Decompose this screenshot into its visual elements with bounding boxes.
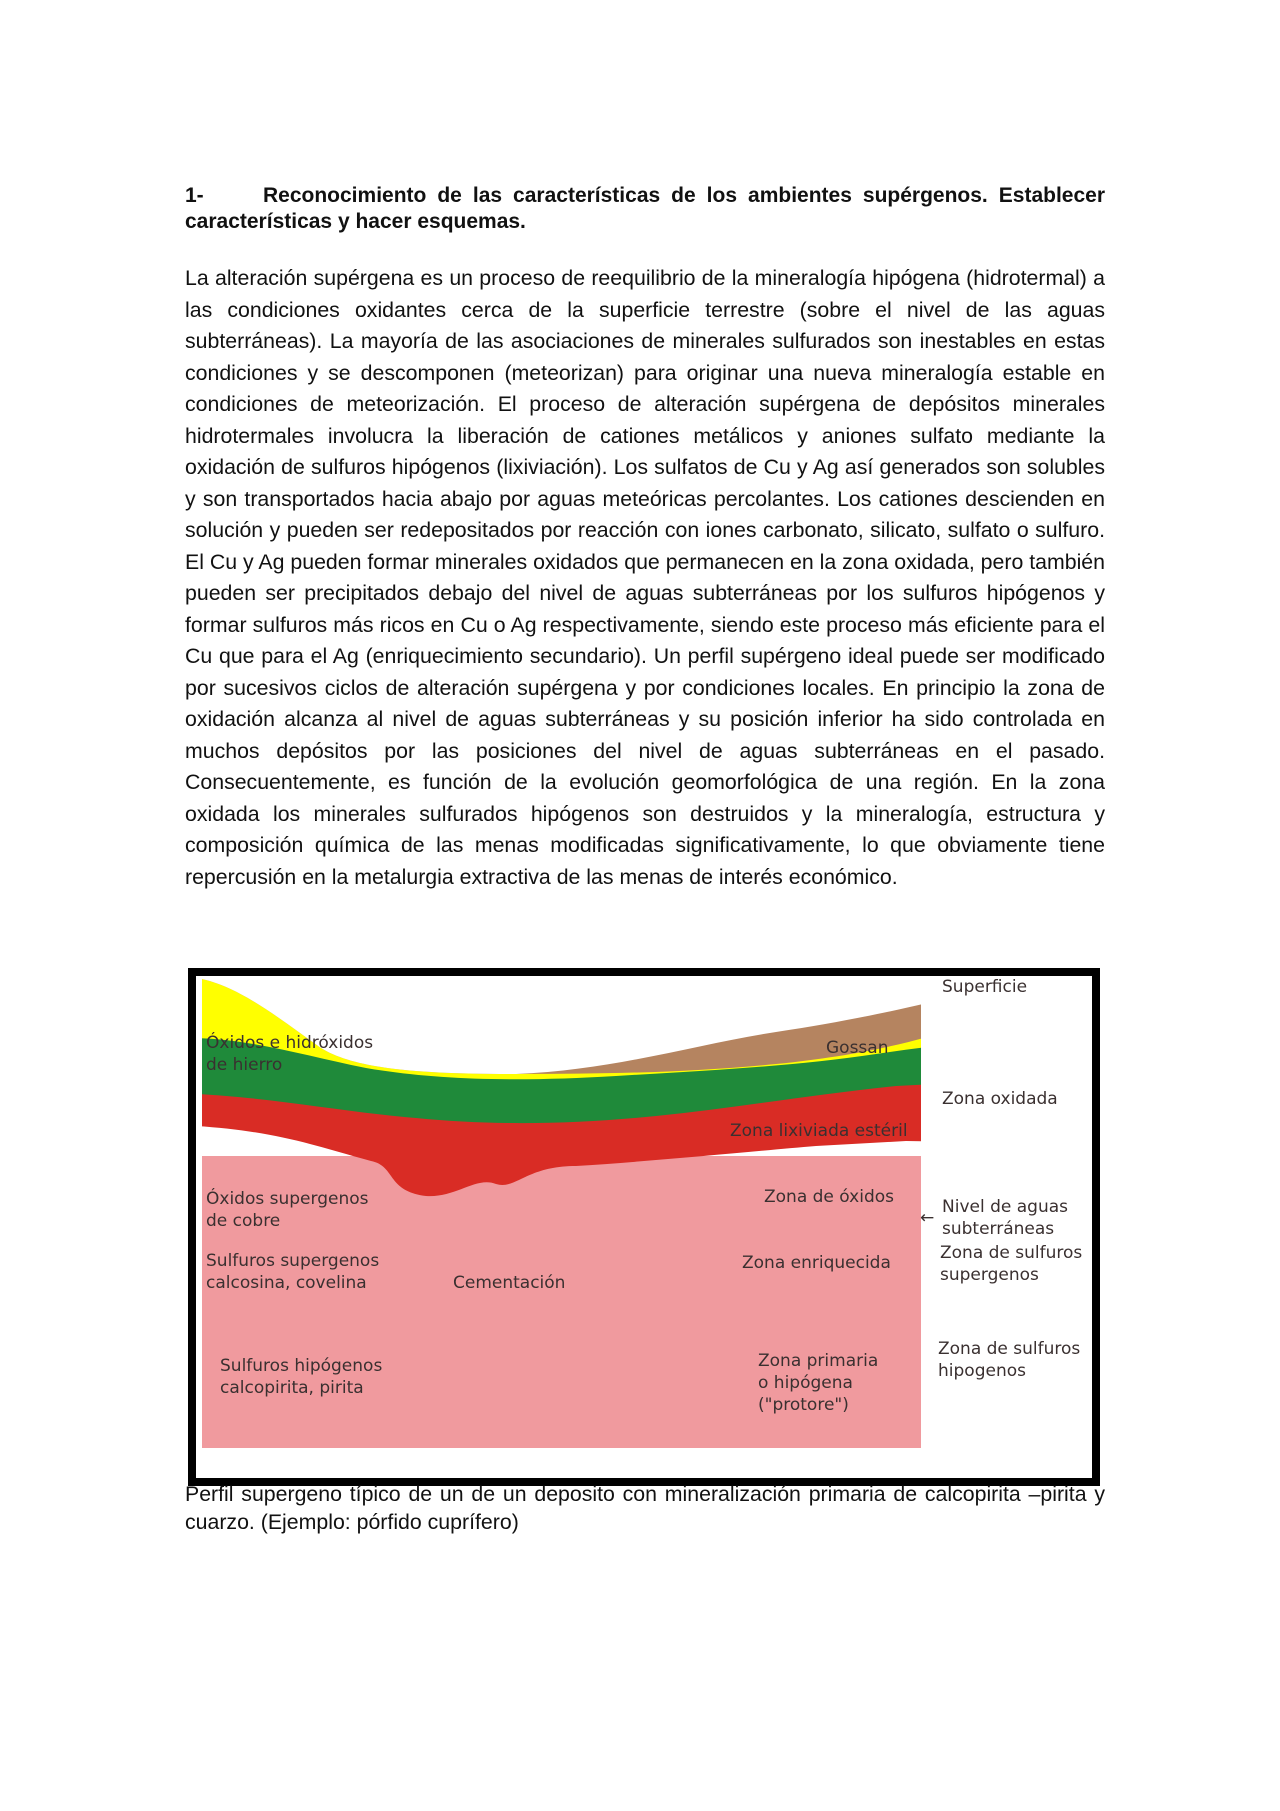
supergene-profile-diagram	[188, 968, 1100, 1486]
section-heading	[185, 183, 1105, 235]
left-margin	[196, 976, 202, 1478]
bottom-margin	[196, 1448, 1092, 1478]
body-paragraph: La alteración supérgena es un proceso de reequilibrio de la mineralogía hipógena (hidrotermal) a las condiciones oxidantes cerca de la superficie terrestre (sobre el nivel de las aguas subterráneas). La mayoría de las asociaciones de minerales sulfurados son inestables en estas condiciones y se descomponen (meteorizan) para originar una nueva mineralogía estable en condiciones de meteorización. El proceso de alteración supérgena de depósitos minerales hidrotermales involucra la liberación de cationes metálicos y aniones sulfato mediante la oxidación de sulfuros hipógenos (lixiviación). Los sulfatos de Cu y Ag así generados son solubles y son transportados hacia abajo por aguas meteóricas percolantes. Los cationes descienden en solución y pueden ser redepositados por reacción con iones carbonato, silicato, sulfato o sulfuro. El Cu y Ag pueden formar minerales oxidados que permanecen en la zona oxidada, pero también pueden ser precipitados debajo del nivel de aguas subterráneas por los sulfuros hipógenos y formar sulfuros más ricos en Cu o Ag respectivamente, siendo este proceso más eficiente para el Cu que para el Ag (enriquecimiento secundario). Un perfil supérgeno ideal puede ser modificado por sucesivos ciclos de alteración supérgena y por condiciones locales. En principio la zona de oxidación alcanza al nivel de aguas subterráneas y su posición inferior ha sido controlada en muchos depósitos por las posiciones del nivel de aguas subterráneas en el pasado. Consecuentemente, es función de la evolución geomorfológica de una región. En la zona oxidada los minerales sulfurados hipógenos son destruidos y la mineralogía, estructura y composición química de las menas modificadas significativamente, lo que obviamente tiene repercusión en la metalurgia extractiva de las menas de interés económico.	[185, 266, 1105, 889]
label-cementation: Cementación	[453, 1273, 566, 1293]
label-supergene-sulfides: Sulfuros supergenos calcosina, covelina	[206, 1251, 380, 1293]
label-copper-oxides: Óxidos supergenos de cobre	[206, 1189, 369, 1231]
label-enriched-zone: Zona enriquecida	[742, 1253, 891, 1273]
label-hypogene-sulfide-zone: Zona de sulfuros hipogenos	[938, 1339, 1081, 1381]
label-hypogene-sulfides: Sulfuros hipógenos calcopirita, pirita	[220, 1356, 383, 1398]
section-number: 1-	[185, 184, 204, 207]
arrow-icon: ←	[920, 1208, 935, 1228]
label-primary-zone: Zona primaria o hipógena ("protore")	[758, 1351, 879, 1415]
section-title: Reconocimiento de las características de los ambientes supérgenos. Establecer características y hacer esquemas.	[185, 184, 1105, 233]
label-supergene-sulfide-zone: Zona de sulfuros supergenos	[940, 1243, 1083, 1285]
label-water-table: Nivel de aguas subterráneas	[942, 1197, 1068, 1239]
right-margin	[921, 976, 1092, 1478]
diagram-svg	[196, 976, 1092, 1478]
label-oxidized-zone: Zona oxidada	[942, 1089, 1058, 1109]
label-oxide-zone: Zona de óxidos	[764, 1187, 895, 1207]
label-gossan: Gossan	[826, 1038, 889, 1058]
label-surface: Superficie	[942, 977, 1028, 997]
label-leached-zone: Zona lixiviada estéril	[730, 1121, 908, 1141]
figure-caption: Perfil supergeno típico de un de un deposito con mineralización primaria de calcopirita –pirita y cuarzo. (Ejemplo: pórfido cuprífero)	[185, 1482, 1105, 1534]
label-iron-oxides: Óxidos e hidróxidos de hierro	[206, 1033, 374, 1075]
